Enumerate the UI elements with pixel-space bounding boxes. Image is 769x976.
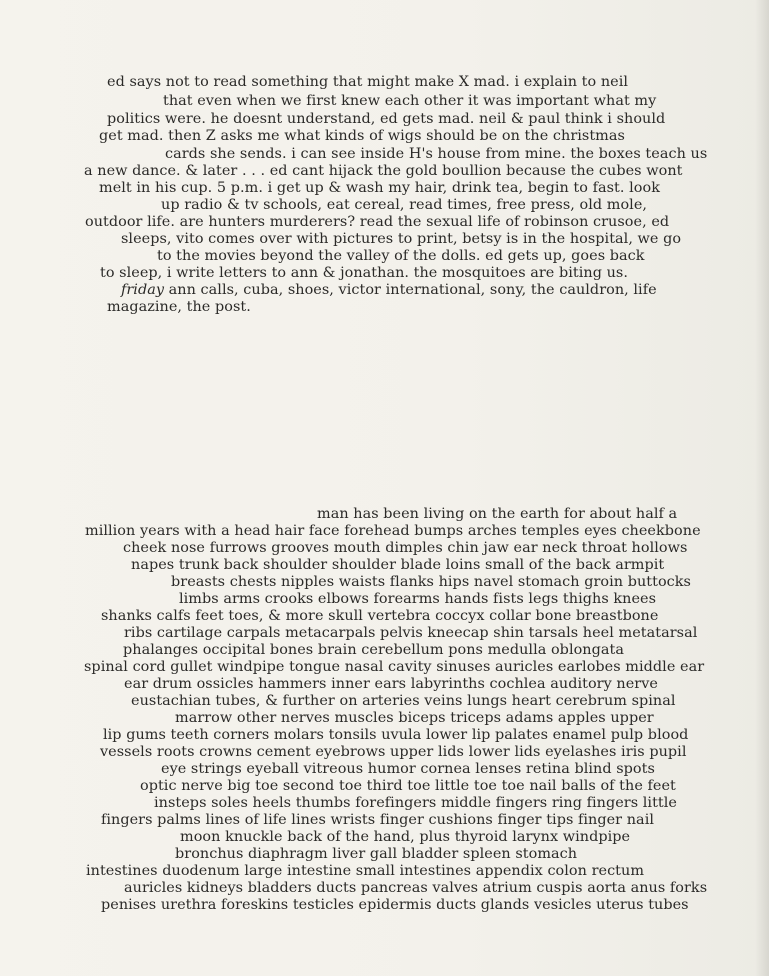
diary-line: magazine, the post. xyxy=(107,299,251,315)
anatomy-line: spinal cord gullet windpipe tongue nasal cavity sinuses auricles earlobes middle ear xyxy=(84,659,705,675)
anatomy-line: moon knuckle back of the hand, plus thyroid larynx windpipe xyxy=(180,829,631,845)
diary-line: outdoor life. are hunters murderers? read the sexual life of robinson crusoe, ed xyxy=(85,214,670,230)
anatomy-line: limbs arms crooks elbows forearms hands fists legs thighs knees xyxy=(179,591,657,607)
anatomy-line: penises urethra foreskins testicles epidermis ducts glands vesicles uterus tubes xyxy=(101,897,689,913)
anatomy-line: optic nerve big toe second toe third toe little toe toe nail balls of the feet xyxy=(140,778,676,794)
page-edge-shadow xyxy=(755,0,769,976)
anatomy-line: insteps soles heels thumbs forefingers middle fingers ring fingers little xyxy=(154,795,677,811)
friday-text: ann calls, cuba, shoes, victor international, sony, the cauldron, life xyxy=(164,282,657,298)
diary-friday-line xyxy=(121,282,657,299)
anatomy-line: vessels roots crowns cement eyebrows upper lids lower lids eyelashes iris pupil xyxy=(100,744,687,760)
anatomy-line: ear drum ossicles hammers inner ears labyrinths cochlea auditory nerve xyxy=(124,676,658,692)
diary-line: sleeps, vito comes over with pictures to print, betsy is in the hospital, we go xyxy=(121,231,682,247)
anatomy-line: breasts chests nipples waists flanks hips navel stomach groin buttocks xyxy=(171,574,691,590)
anatomy-line: marrow other nerves muscles biceps triceps adams apples upper xyxy=(175,710,654,726)
anatomy-line: eye strings eyeball vitreous humor cornea lenses retina blind spots xyxy=(161,761,655,777)
diary-line: cards she sends. i can see inside H's house from mine. the boxes teach us xyxy=(165,146,708,162)
diary-line: to the movies beyond the valley of the dolls. ed gets up, goes back xyxy=(157,248,645,264)
anatomy-line: napes trunk back shoulder shoulder blade loins small of the back armpit xyxy=(131,557,665,573)
diary-line: a new dance. & later . . . ed cant hijack the gold boullion because the cubes wont xyxy=(84,163,683,179)
friday-label: friday xyxy=(121,282,165,298)
anatomy-line: cheek nose furrows grooves mouth dimples chin jaw ear neck throat hollows xyxy=(123,540,688,556)
diary-line: that even when we first knew each other it was important what my xyxy=(163,93,657,109)
anatomy-line: phalanges occipital bones brain cerebellum pons medulla oblongata xyxy=(123,642,624,658)
diary-line: to sleep, i write letters to ann & jonathan. the mosquitoes are biting us. xyxy=(100,265,628,281)
anatomy-line: intestines duodenum large intestine small intestines appendix colon rectum xyxy=(86,863,645,879)
anatomy-line: million years with a head hair face forehead bumps arches temples eyes cheekbone xyxy=(85,523,701,539)
diary-line: ed says not to read something that might make X mad. i explain to neil xyxy=(107,74,629,90)
anatomy-line: lip gums teeth corners molars tonsils uvula lower lip palates enamel pulp blood xyxy=(103,727,689,743)
diary-line: up radio & tv schools, eat cereal, read times, free press, old mole, xyxy=(161,197,648,213)
anatomy-line: shanks calfs feet toes, & more skull vertebra coccyx collar bone breastbone xyxy=(101,608,659,624)
diary-line: get mad. then Z asks me what kinds of wigs should be on the christmas xyxy=(99,128,625,144)
anatomy-line: man has been living on the earth for about half a xyxy=(317,506,678,522)
anatomy-line: eustachian tubes, & further on arteries veins lungs heart cerebrum spinal xyxy=(131,693,676,709)
diary-line: politics were. he doesnt understand, ed gets mad. neil & paul think i should xyxy=(107,111,666,127)
anatomy-line: auricles kidneys bladders ducts pancreas valves atrium cuspis aorta anus forks xyxy=(124,880,708,896)
anatomy-line: ribs cartilage carpals metacarpals pelvis kneecap shin tarsals heel metatarsal xyxy=(124,625,698,641)
anatomy-line: fingers palms lines of life lines wrists finger cushions finger tips finger nail xyxy=(101,812,654,828)
anatomy-line: bronchus diaphragm liver gall bladder spleen stomach xyxy=(175,846,578,862)
diary-line: melt in his cup. 5 p.m. i get up & wash my hair, drink tea, begin to fast. look xyxy=(99,180,660,196)
